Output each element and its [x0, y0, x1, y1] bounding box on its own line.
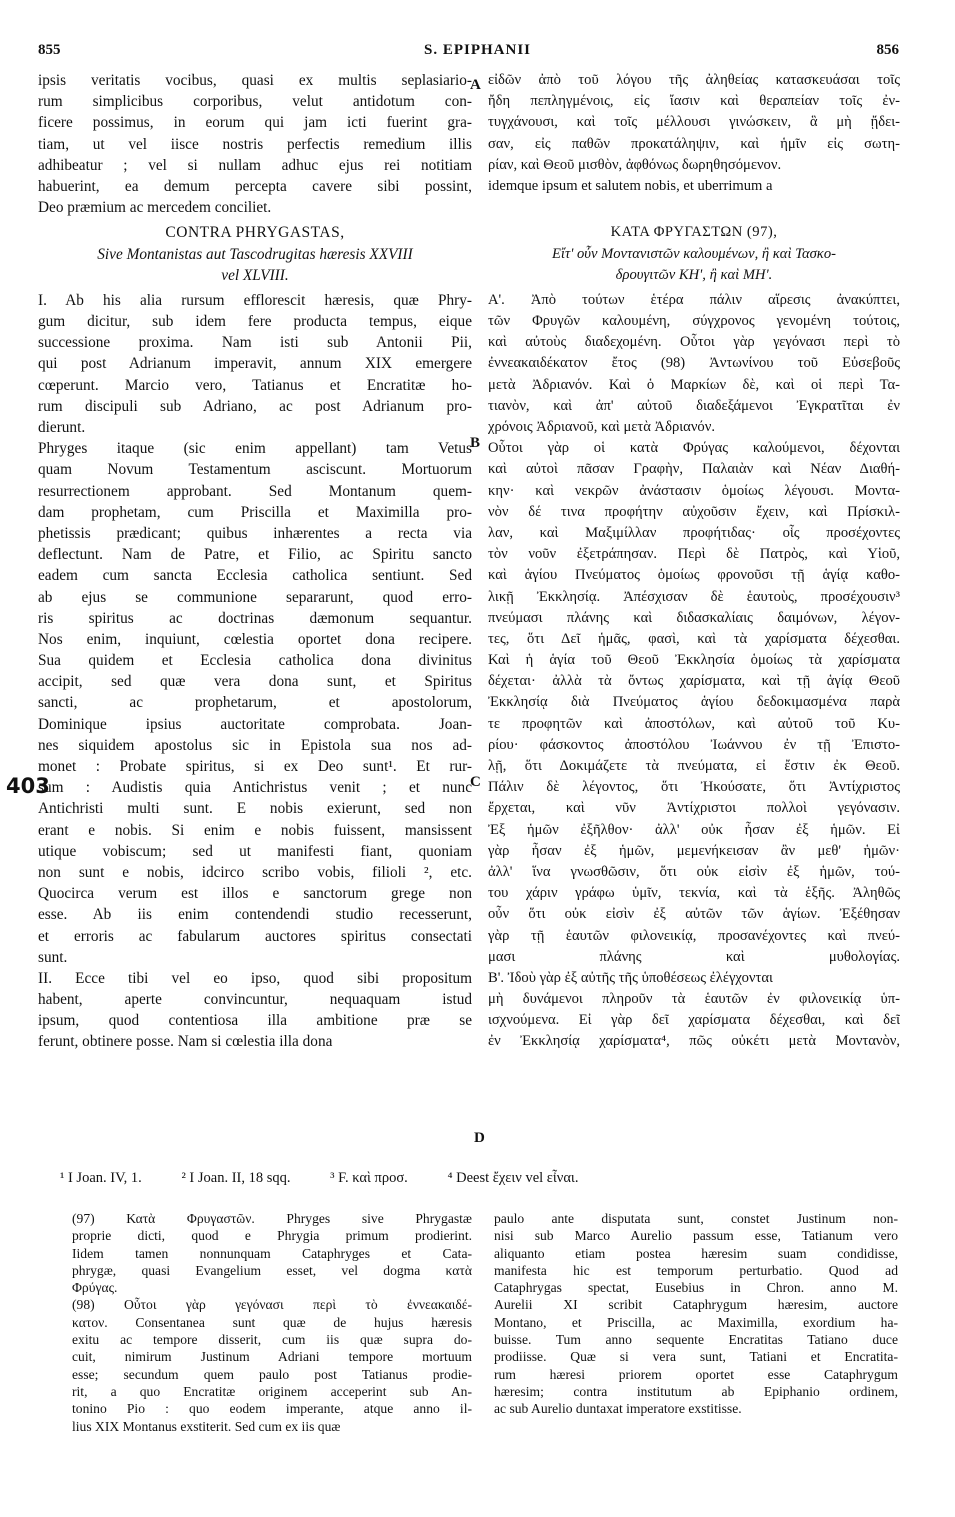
note-line: Montano, et Priscilla, ac Maximilla, exordium ha-	[494, 1314, 898, 1330]
text-line: sunt.	[38, 948, 68, 966]
text-line: γὰρ τῇ ἑαυτῶν φιλονεικίᾳ, προσανέχοντες καὶ πνεύ-	[488, 927, 900, 944]
note-line: Φρύγας.	[72, 1280, 118, 1296]
text-line: idemque ipsum et salutem nobis, et uberrimum a	[488, 177, 773, 194]
text-line: κην· καὶ νεκρῶν ἀνάστασιν ὁμοίως λέγουσι. Μοντα-	[488, 482, 900, 499]
text-line: σαν, εἰς παθῶν προκατάληψιν, καὶ ἡμῖν εἰς σωτη-	[488, 135, 900, 152]
text-line: δρουγιτῶν ΚΗ', ἢ καὶ ΜΗ'.	[615, 266, 773, 283]
text-line: successione proxima. Nam isti sub Antonii Pii,	[38, 334, 472, 352]
text-line: accipit, sed quæ vera dona sunt, et Spiritus	[38, 673, 472, 691]
text-line: μετὰ Ἀδριανόν. Καὶ ὁ Μαρκίων δὲ, καὶ οἱ περὶ Τα-	[488, 376, 900, 393]
notes-right-column	[494, 1210, 898, 1418]
note-line: buisse. Tum anno sequente Encratitas Tatiano duce	[494, 1332, 898, 1348]
text-line: Ἐκκλησίᾳ διὰ Πνεύματος ἁγίου δεδοκιμασμένα παρὰ	[488, 694, 900, 711]
greek-column	[488, 70, 900, 1053]
text-line: ferunt, obtinere posse. Nam si cœlestia illa dona	[38, 1033, 333, 1051]
text-line: τιανὸν, καὶ ἀπ' αὐτοῦ διαδεξάμενοι Ἐγκρατῖται ἐν	[488, 397, 900, 414]
text-line: Nos enim, inquiunt, cœlestia oportet dona recipere.	[38, 630, 472, 648]
text-line: καὶ αὐτοὺς διαδεχομένη. Οὗτοι γὰρ γεγόνασι περὶ τὸ	[488, 334, 900, 351]
latin-column	[38, 70, 472, 1053]
note-line: cuit, nimirum Justinum Adriani tempore mortuum	[72, 1349, 472, 1365]
text-line: non sunt e nobis, idcirco scribo vobis, filioli ², etc.	[38, 863, 472, 881]
text-line: Deo præmium ac mercedem conciliet.	[38, 199, 272, 217]
text-line: τῶν Φρυγῶν καλουμένη, σύγχρονος γενομένη τούτοις,	[488, 313, 900, 330]
text-line: ἔρχεται, καὶ νῦν Ἀντίχριστοι πολλοὶ γεγόνασιν.	[488, 800, 900, 817]
text-line: ficere possimus, in eorum qui jam icti fuerint gra-	[38, 114, 472, 132]
text-line: monet : Probate spiritus, si ex Deo sunt¹. Et rur-	[38, 758, 472, 775]
note-line: hæresim; contra institutum ab Epiphanio ordinem,	[494, 1383, 898, 1399]
note-line: proprie dicti, quod e Phrygia primum prodierint.	[72, 1228, 472, 1244]
text-line: λικῇ Ἐκκλησίᾳ. Ἀπέσχισαν δὲ ἑαυτοὺς, προσέχουσιν³	[488, 588, 900, 605]
text-line: ἐννεακαιδέκατον ἔτος (98) Ἀντωνίνου τοῦ Εὐσεβοῦς	[488, 355, 900, 372]
page-number-right: 856	[876, 42, 899, 58]
text-line: λῇ, ὅτι Δοκιμάζετε τὰ πνεύματα, εἰ ἔστιν ἐκ Θεοῦ.	[488, 758, 900, 774]
text-line: ΚΑΤΑ ΦΡΥΓΑΣΤΩΝ (97),	[610, 224, 778, 241]
text-line: ισχνούμενα. Εἰ γὰρ δεῖ χαρίσματα δέχεσθαι, καὶ δεῖ	[488, 1012, 900, 1029]
note-line: esse; secundum quem paulo post Tatianus prodie-	[72, 1366, 472, 1382]
text-line: ipsum, quod contentiosa illa ambitione præ se	[38, 1012, 472, 1030]
text-line: Α'. Ἀπὸ τούτων ἑτέρα πάλιν αἵρεσις ἀνακύπτει,	[488, 291, 900, 308]
note-line: Iidem tamen nonnunquam Cataphryges et Cata-	[72, 1245, 472, 1261]
text-line: Sua quidem et Ecclesia catholica dona divinitus	[38, 652, 472, 670]
text-line: Phryges itaque (sic enim appellant) tam Vetus	[38, 440, 472, 458]
text-line: Καὶ ἡ ἁγία τοῦ Θεοῦ Ἐκκλησία ὁμοίως τὰ χαρίσματα	[488, 652, 900, 669]
text-line: deflectunt. Nam de Patre, et Filio, ac Spiritu sancto	[38, 546, 472, 564]
text-line: erant e nobis. Si enim e nobis fuissent, mansissent	[38, 821, 472, 839]
note-line: rum hæresi priorem oportet esse Cataphrygum	[494, 1366, 898, 1382]
text-line: μασι πλάνης καὶ μυθολογίας.	[488, 948, 900, 965]
text-line: Quocirca verum est illos e sanctorum grege non	[38, 885, 472, 903]
page-header	[0, 42, 955, 66]
margin-letter-c: C	[470, 774, 481, 790]
text-line: μὴ δυνάμενοι πληροῦν τὰ ἑαυτῶν ἐν φιλονεικίᾳ ὑπ-	[488, 991, 900, 1008]
text-line: habent, aperte convincuntur, nequaquam istud	[38, 991, 472, 1009]
note-line: aliquanto etiam postea hæresim suam condidisse,	[494, 1245, 898, 1261]
margin-letter-a: A	[470, 77, 481, 93]
text-line: sum : Audistis quia Antichristus venit ; et nunc	[38, 779, 472, 797]
note-line: Cataphrygas spectat, Eusebius in Chron. anno M.	[494, 1280, 898, 1296]
text-line: esse. Ab iis enim contendendi studio recesserunt,	[38, 906, 472, 924]
footnote-2: ² I Joan. II, 18 sqq.	[181, 1170, 291, 1186]
text-line: Antichristi multi sunt. E nobis exierunt, sed non	[38, 800, 472, 818]
text-line: οὖν ὅτι οὐκ εἰσὶν ἐξ αὐτῶν τῶν ἁγίων. Ἐξέθησαν	[488, 906, 900, 923]
text-line: rum simplicibus corporibus, velut antidotum con-	[38, 93, 472, 111]
note-line: prodiisse. Quæ si vera sunt, Tatiani et Encratita-	[494, 1349, 898, 1365]
text-line: λαν, καὶ Μαξιμίλλαν προφήτιδας· οἷς προσέχοντες	[488, 524, 900, 541]
note-line: rit, a quo Encratitæ originem acceperint sub An-	[72, 1383, 472, 1399]
text-line: ρίου· φάσκοντος ἀποστόλου Ἰωάννου ἐν τῇ Ἐπιστο-	[488, 736, 900, 753]
text-line: τες, ὅτι Δεῖ ἡμᾶς, φασὶ, καὶ τὰ χαρίσματα δέχεσθαι.	[488, 630, 900, 647]
text-line: CONTRA PHRYGASTAS,	[165, 224, 345, 242]
text-line: nes siquidem apostolus sic in Epistola sua nos ad-	[38, 736, 472, 754]
text-line: ἐν Ἐκκλησίᾳ χαρίσματα⁴, πῶς οὐκέτι μετὰ Μοντανὸν,	[488, 1033, 900, 1050]
note-line: lius XIX Montanus exstiterit. Sed cum ex iis quæ	[72, 1418, 341, 1434]
note-line: exitu ac tempore disserit, cum iis quæ supra do-	[72, 1332, 472, 1348]
text-line: ipsis veritatis vocibus, quasi ex multis seplasiario-	[38, 72, 472, 89]
text-line: τυγχάνουσι, καὶ τοῖς μέλλουσι γινώσκειν, ἃ μὴ ᾔδει-	[488, 114, 900, 131]
text-line: quam Novum Testamentum asciscunt. Mortuorum	[38, 461, 472, 479]
note-line: ac sub Aurelio duntaxat imperatore exstitisse.	[494, 1401, 742, 1417]
footnote-3: ³ F. καὶ προσ.	[330, 1170, 408, 1186]
note-line: nisi sub Marco Aurelio passum esse, Tatianum vero	[494, 1228, 898, 1244]
note-line: κατον. Consentanea sunt quæ de hujus hæresis	[72, 1314, 472, 1330]
text-line: του χάριν γράφω ὑμῖν, τεκνία, καὶ τὰ ἑξῆς. Ἀληθῶς	[488, 885, 900, 902]
text-line: dam prophetam, cum Priscilla et Maximilla pro-	[38, 503, 472, 521]
text-line: νὸν δέ τινα προφήτην αὐχοῦσιν ἔχειν, καὶ Πρίσκιλ-	[488, 503, 900, 520]
text-line: ab ejus se communione separarunt, quod erro-	[38, 588, 472, 606]
text-line: utique vobiscum; sed ut manifesti fiant, quoniam	[38, 842, 472, 860]
text-line: καὶ αὐτοὶ πᾶσαν Γραφὴν, Παλαιὰν καὶ Νέαν Διαθή-	[488, 461, 900, 478]
text-line: dierunt.	[38, 419, 86, 436]
note-line: phrygæ, quasi Evangelium esset, vel dogma κατὰ	[72, 1262, 472, 1278]
footnotes	[60, 1170, 920, 1187]
margin-letter-d: D	[474, 1130, 485, 1146]
running-title: S. EPIPHANII	[423, 42, 532, 58]
footnote-1: ¹ I Joan. IV, 1.	[60, 1170, 142, 1186]
text-line: τε προφητῶν καὶ ἀποστόλων, καὶ αὐτοῦ τοῦ Κυ-	[488, 715, 900, 732]
text-line: tiam, ut vel iisce nostris perfectis remedium illis	[38, 135, 472, 153]
page-marker-403: 403	[6, 774, 50, 798]
text-line: Β'. Ἰδοὺ γὰρ ἐξ αὐτῆς τῆς ὑποθέσεως ἐλέγχονται	[488, 969, 773, 986]
text-line: καὶ ἁγίου Πνεύματος ὁμοίως φρονοῦσι τῇ ἁγίᾳ καθο-	[488, 567, 900, 584]
note-line: (98) Οὗτοι γὰρ γεγόνασι περὶ τὸ ἐννεακαιδέ-	[72, 1297, 472, 1313]
notes-left-column	[72, 1210, 472, 1435]
note-line: paulo ante disputata sunt, constet Justinum non-	[494, 1211, 898, 1226]
page-number-left: 855	[38, 42, 61, 58]
text-line: Οὗτοι γὰρ οἱ κατὰ Φρύγας καλούμενοι, δέχονται	[488, 440, 900, 457]
text-line: Sive Montanistas aut Tascodrugitas hæresis XXVIII	[97, 245, 413, 263]
text-line	[488, 197, 900, 218]
text-line: Πάλιν δὲ λέγοντος, ὅτι Ἠκούσατε, ὅτι Ἀντίχριστος	[488, 779, 900, 796]
footnote-4: ⁴ Deest ἔχειν vel εἶναι.	[447, 1170, 579, 1186]
text-line: vel XLVIII.	[221, 266, 289, 284]
text-line: εἰδῶν ἀπὸ τοῦ λόγου τῆς ἀληθείας κατασκευάσαι τοῖς	[488, 72, 900, 88]
text-line: Ἐξ ἡμῶν ἐξῆλθον· ἀλλ' οὐκ ἦσαν ἐξ ἡμῶν. Εἰ	[488, 821, 900, 838]
text-line: rum discipuli sub Adriano, ac post Adrianum pro-	[38, 397, 472, 415]
text-line: πνεύμασι πλάνης καὶ διδασκαλίαις δαιμόνων, λέγον-	[488, 609, 900, 626]
note-line: tonino Pio : quo eodem imperante, atque anno il-	[72, 1401, 472, 1417]
note-line: manifesta hic est temporum perturbatio. Quod ad	[494, 1262, 898, 1278]
text-line: τὸν νοῦν ἐξετράπησαν. Περὶ δὲ Πατρὸς, καὶ Υἱοῦ,	[488, 546, 900, 563]
text-line: eadem cum sancta Ecclesia catholica sentiunt. Sed	[38, 567, 472, 585]
text-line: ris spiritus ac doctrinas dæmonum sequantur.	[38, 609, 472, 627]
text-line: resurrectionem approbant. Sed Montanum quem-	[38, 482, 472, 500]
text-line: Dominique ipsius auctoritate comprobata. Joan-	[38, 715, 472, 733]
text-line: phetissis prædicant; quibus inhærentes a recta via	[38, 524, 472, 542]
text-line: habuerint, ea demum percepta cavere sibi possint,	[38, 177, 472, 195]
text-line: qui post Adrianum imperavit, annum XIX emergere	[38, 355, 472, 373]
text-line: I. Ab his alia rursum efflorescit hæresis, quæ Phry-	[38, 291, 472, 309]
text-line: ρίαν, καὶ Θεοῦ μισθὸν, ἀφθόνως δωρηθησόμενον.	[488, 156, 782, 173]
margin-letter-b: B	[470, 435, 481, 451]
text-line: ἀλλ' ἵνα γνωσθῶσιν, ὅτι οὐκ εἰσὶν ἐξ ἡμῶν, τού-	[488, 863, 900, 880]
text-line: sancti, ac prophetarum, et apostolorum,	[38, 694, 472, 712]
note-line: (97) Κατὰ Φρυγαστῶν. Phryges sive Phrygastæ	[72, 1211, 472, 1226]
text-line: II. Ecce tibi vel eo ipso, quod sibi propositum	[38, 969, 472, 987]
text-line: gum dicitur, sub idem fere producta tempus, eique	[38, 313, 472, 331]
text-line: γὰρ ἦσαν ἐξ ἡμῶν, μεμενήκεισαν ἂν μεθ' ἡμῶν·	[488, 842, 900, 859]
note-line: Aurelii XI scribit Cataphrygum hæresim, auctore	[494, 1297, 898, 1313]
text-line: cœperunt. Marcio vero, Tatianus et Encratitæ ho-	[38, 376, 472, 394]
text-line: Εἴτ' οὖν Μοντανιστῶν καλουμένων, ἢ καὶ Τασκο-	[552, 245, 836, 262]
text-line: δέχεται· ἀλλὰ τὰ ὄντως χαρίσματα, καὶ τῇ ἁγίᾳ Θεοῦ	[488, 673, 900, 690]
text-line: et erroris ac fabularum auctores spiritus consectati	[38, 927, 472, 945]
text-line: adhibeatur ; vel si nullam adhuc ejus rei notitiam	[38, 156, 472, 174]
text-line: ἤδη πεπληγμένοις, εἰς ἴασιν καὶ θεραπείαν τοῖς ἐν-	[488, 93, 900, 110]
text-line: χρόνοις Ἀδριανοῦ, καὶ μετὰ Ἀδριανόν.	[488, 419, 715, 435]
